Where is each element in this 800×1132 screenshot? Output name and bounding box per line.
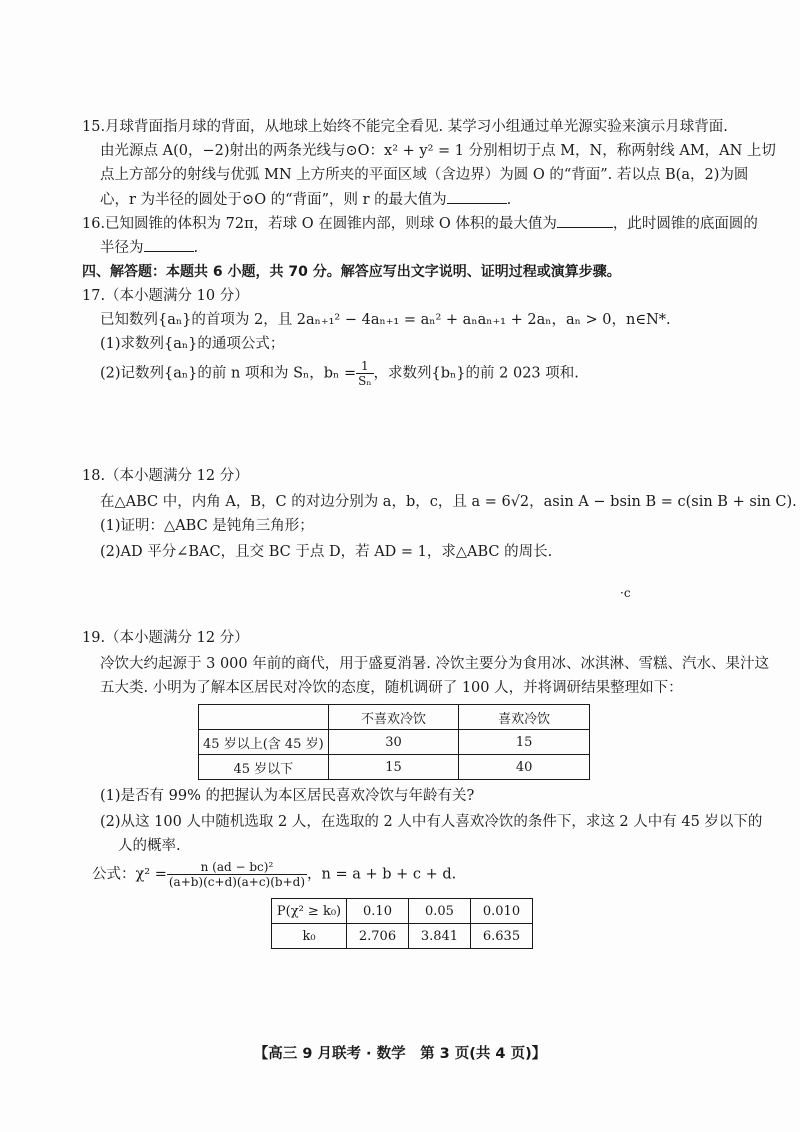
q15-line-4-end: . — [506, 192, 512, 208]
critical-value-cell: 2.706 — [347, 924, 409, 949]
critical-value-table — [271, 898, 533, 949]
survey-table-cell: 30 — [328, 730, 459, 755]
survey-table-header-row — [199, 705, 590, 730]
critical-value-cell: 0.10 — [347, 899, 409, 924]
formula — [92, 860, 456, 889]
q19-part-2-line-1: (2)从这 100 人中随机选取 2 人，在选取的 2 人中有人喜欢冷饮的条件下，求这 2 人中有 45 岁以下的 — [100, 814, 763, 830]
q17-fraction-denominator: Sₙ — [358, 374, 372, 388]
q16-line-1-text: 16.已知圆锥的体积为 72π，若球 O 在圆锥内部，则球 O 体积的最大值为 — [82, 216, 557, 232]
q17-part-2-end: ，求数列{bₙ}的前 2 023 项和. — [373, 365, 579, 382]
q17-stem: 已知数列{aₙ}的首项为 2，且 2aₙ₊₁² − 4aₙ₊₁ = aₙ² + aₙaₙ₊₁ + 2aₙ，aₙ > 0，n∈N*. — [100, 312, 671, 328]
q18-stem: 在△ABC 中，内角 A，B，C 的对边分别为 a，b，c，且 a = 6√2，asin A − bsin B = c(sin B + sin C). — [100, 494, 797, 510]
q17-part-2-text: (2)记数列{aₙ}的前 n 项和为 Sₙ，bₙ = — [100, 365, 357, 382]
critical-value-cell: 3.841 — [408, 924, 470, 949]
q15-line-4-text: 心，r 为半径的圆处于⊙O 的“背面”，则 r 的最大值为 — [100, 192, 447, 208]
q19-stem-1: 冷饮大约起源于 3 000 年前的商代，用于盛夏消暑. 冷饮主要分为食用冰、冰淇淋、雪糕、汽水、果汁这 — [100, 656, 769, 672]
q16-line-1-end: ，此时圆锥的底面圆的 — [612, 216, 758, 232]
survey-table-header-cell: 喜欢冷饮 — [459, 705, 590, 730]
q16-answer-blank-2 — [144, 237, 194, 252]
q17-part-2 — [100, 359, 579, 388]
formula-tail: ，n = a + b + c + d. — [307, 866, 457, 883]
q16-answer-blank-1 — [557, 213, 613, 228]
critical-value-cell: 0.010 — [470, 899, 532, 924]
q19-part-2-line-2: 人的概率. — [118, 838, 181, 854]
q17-fraction — [356, 359, 373, 388]
section-four-heading: 四、解答题：本题共 6 小题，共 70 分。解答应写出文字说明、证明过程或演算步骤。 — [82, 264, 621, 280]
q18-part-2: (2)AD 平分∠BAC，且交 BC 于点 D，若 AD = 1，求△ABC 的周长. — [100, 544, 553, 560]
survey-table-row — [199, 755, 590, 780]
page-footer: 【高三 9 月联考 · 数学 第 3 页(共 4 页)】 — [253, 1046, 547, 1062]
critical-value-cell: 6.635 — [470, 924, 532, 949]
survey-table-cell: 45 岁以上(含 45 岁) — [199, 730, 329, 755]
q19-heading: 19.（本小题满分 12 分） — [82, 630, 249, 646]
critical-value-cell: k₀ — [272, 924, 347, 949]
formula-denominator: (a+b)(c+d)(a+c)(b+d) — [168, 875, 306, 889]
q18-heading: 18.（本小题满分 12 分） — [82, 468, 249, 484]
survey-table-cell: 45 岁以下 — [199, 755, 329, 780]
survey-table-cell: 15 — [328, 755, 459, 780]
stray-mark: ·c — [620, 586, 631, 600]
critical-value-row — [272, 924, 533, 949]
q17-part-1: (1)求数列{aₙ}的通项公式； — [100, 336, 285, 352]
q15-line-3: 点上方部分的射线与优弧 MN 上方所夹的平面区域（含边界）为圆 O 的“背面”. 若以点 B(a，2)为圆 — [100, 167, 749, 183]
critical-value-cell: P(χ² ≥ k₀) — [272, 899, 347, 924]
critical-value-row — [272, 899, 533, 924]
survey-table-cell: 15 — [459, 730, 590, 755]
q18-part-1: (1)证明：△ABC 是钝角三角形； — [100, 518, 314, 534]
q15-line-2: 由光源点 A(0，−2)射出的两条光线与⊙O：x² + y² = 1 分别相切于点 M，N，称两射线 AM，AN 上切 — [100, 143, 776, 159]
q16-line-2-end: . — [193, 240, 199, 256]
survey-table — [198, 704, 590, 780]
formula-label: 公式：χ² = — [92, 866, 167, 883]
q15-line-4 — [100, 188, 511, 212]
q19-stem-2: 五大类. 小明为了解本区居民对冷饮的态度，随机调研了 100 人，并将调研结果整理如下： — [100, 680, 683, 696]
critical-value-cell: 0.05 — [408, 899, 470, 924]
survey-table-header-cell: 不喜欢冷饮 — [328, 705, 459, 730]
q15-line-1: 15.月球背面指月球的背面，从地球上始终不能完全看见. 某学习小组通过单光源实验来演示月球背面. — [82, 119, 728, 135]
survey-table-cell: 40 — [459, 755, 590, 780]
q17-heading: 17.（本小题满分 10 分） — [82, 288, 249, 304]
formula-fraction — [167, 860, 307, 889]
q19-part-1: (1)是否有 99% 的把握认为本区居民喜欢冷饮与年龄有关? — [100, 788, 475, 804]
q15-answer-blank — [447, 189, 507, 204]
survey-table-row — [199, 730, 590, 755]
survey-table-header-cell — [199, 705, 329, 730]
formula-numerator: n (ad − bc)² — [167, 860, 307, 875]
q16-line-2 — [100, 236, 198, 260]
q16-line-2-text: 半径为 — [100, 240, 144, 256]
q17-fraction-numerator: 1 — [356, 359, 373, 374]
q16-line-1 — [82, 212, 758, 236]
